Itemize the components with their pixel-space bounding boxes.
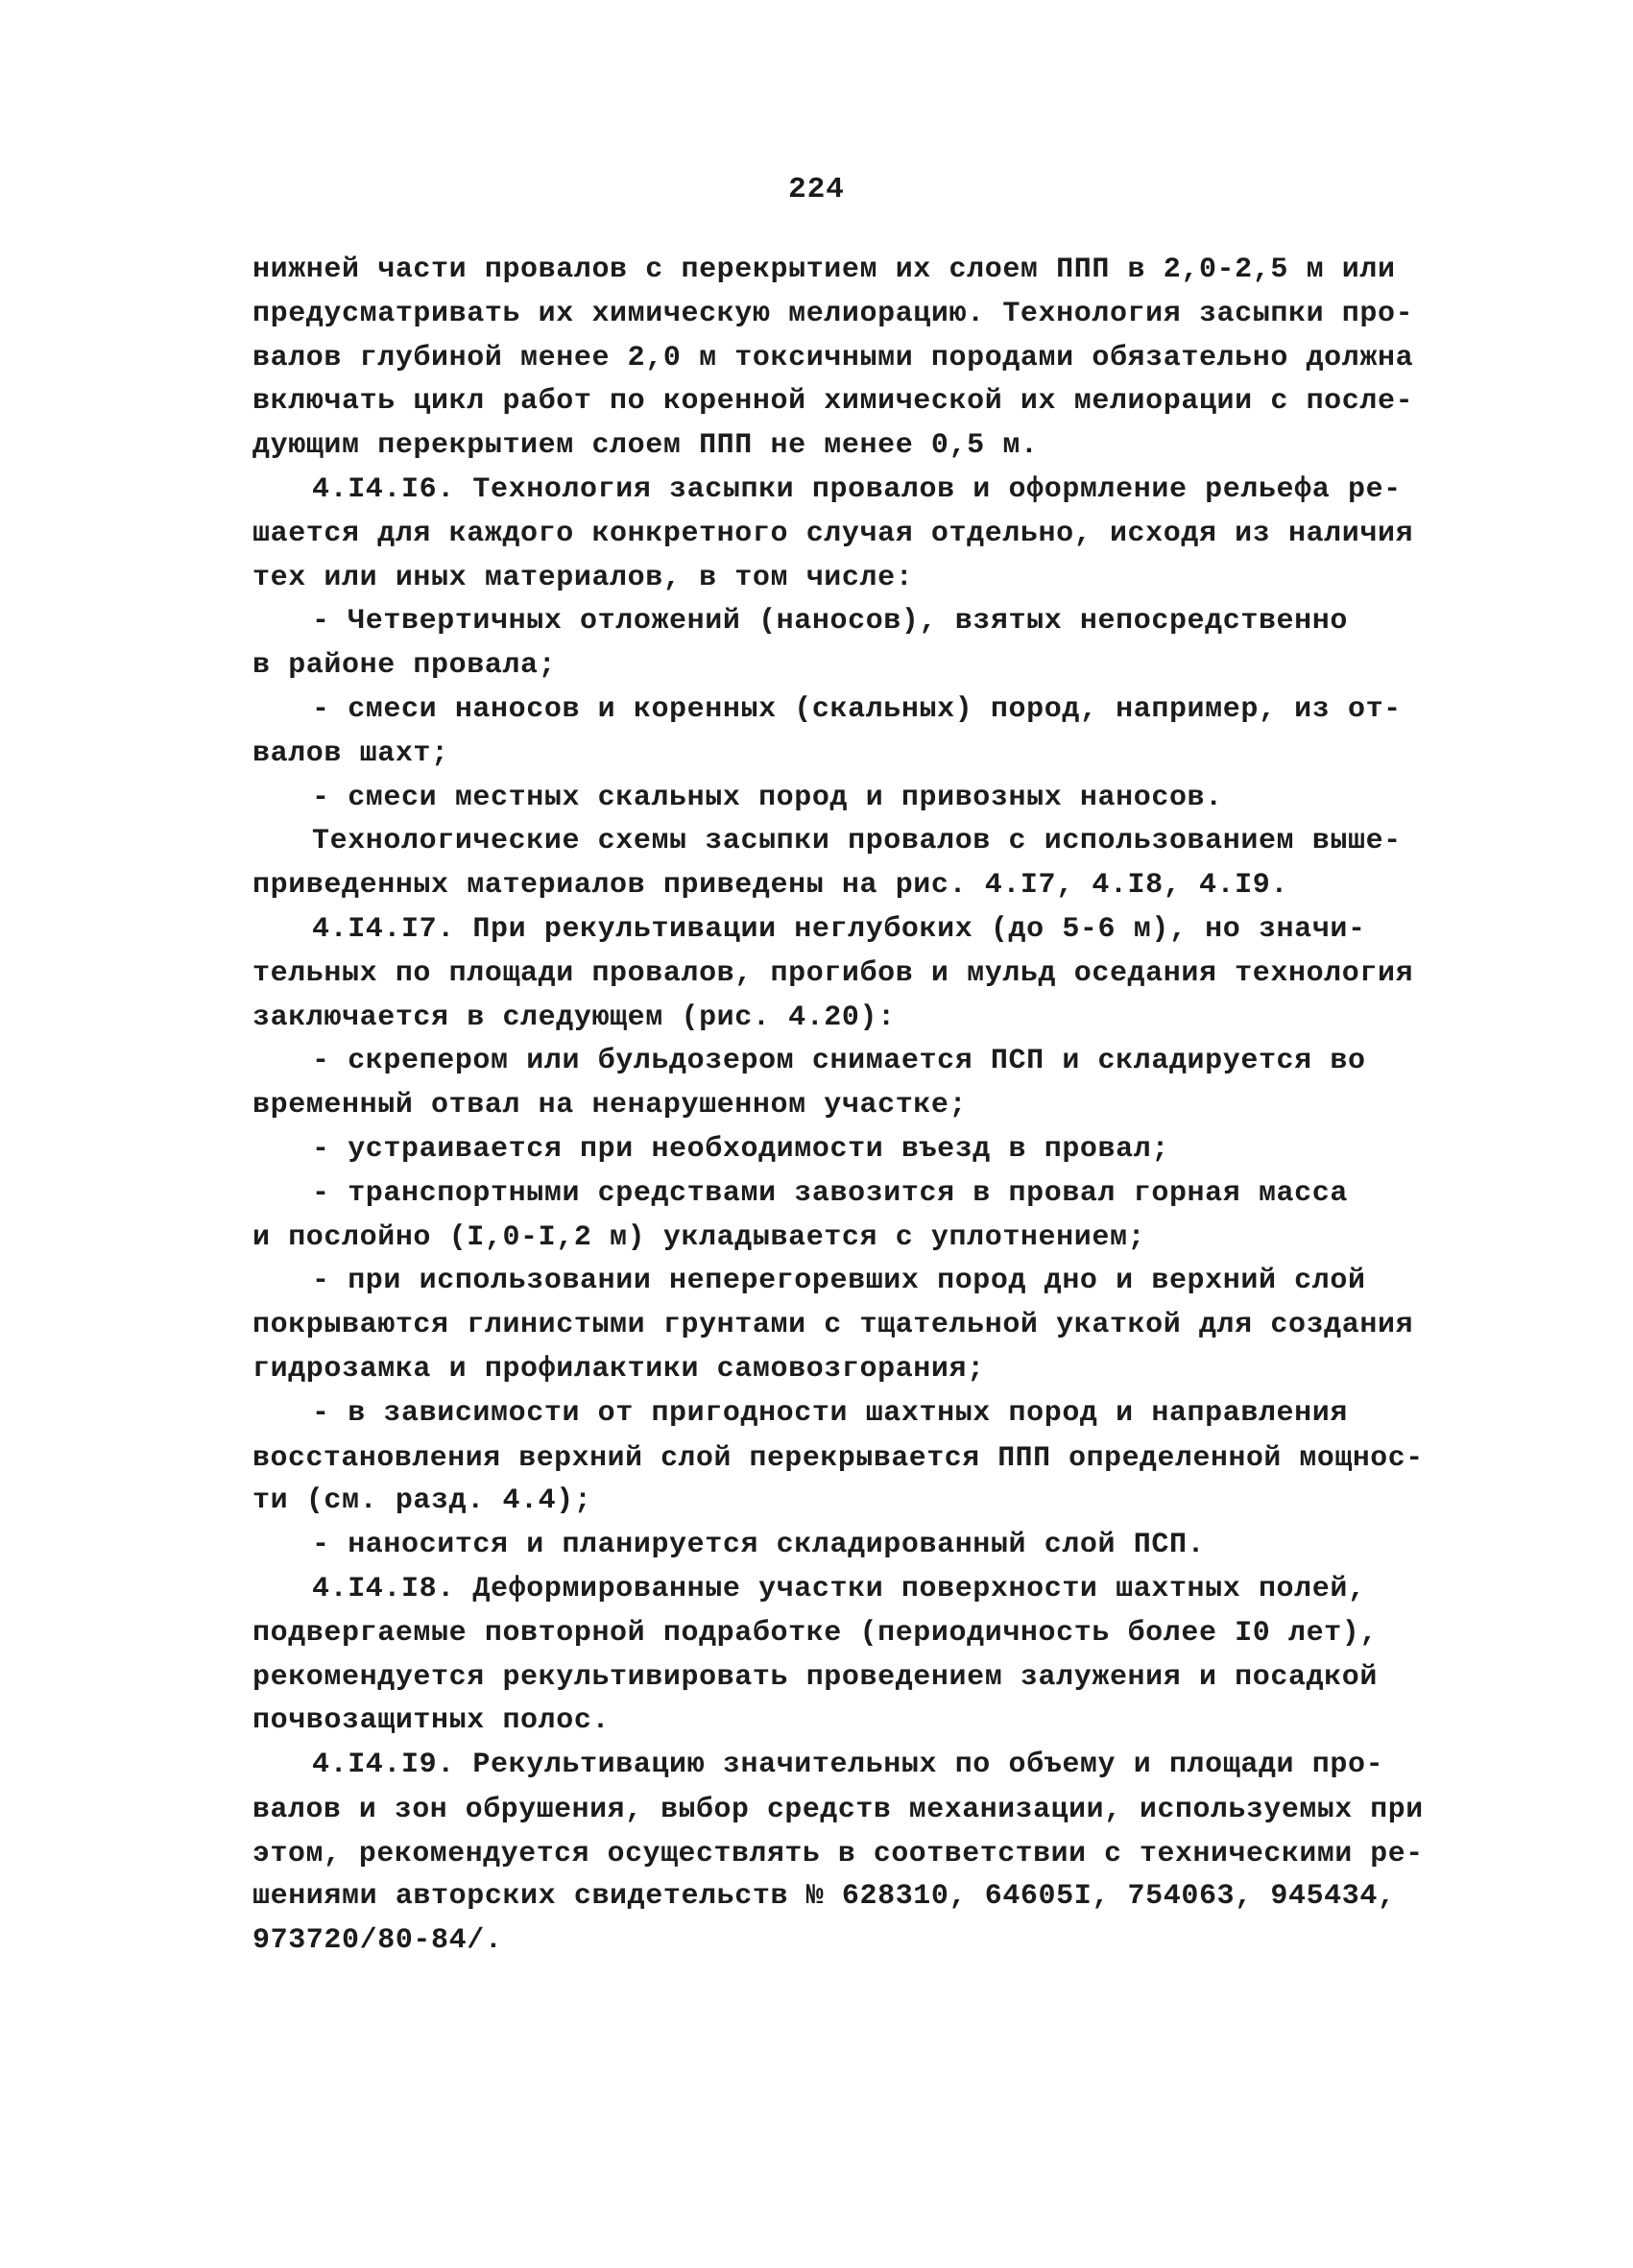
text-line: - при использовании неперегоревших пород дно и верхний слой [312,1265,1366,1298]
text-line: тельных по площади провалов, прогибов и мульд оседания технология [252,956,1414,990]
text-line: предусматривать их химическую мелиорацию. Технология засыпки про- [252,297,1414,330]
text-line: - устраивается при необходимости въезд в провал; [312,1132,1169,1166]
text-line: восстановления верхний слой перекрывается ППП определенной мощнос- [252,1440,1424,1474]
text-line: покрываются глинистыми грунтами с тщательной укаткой для создания [252,1309,1414,1342]
text-line: - Четвертичных отложений (наносов), взятых непосредственно [312,605,1348,639]
text-line: валов и зон обрушения, выбор средств механизации, используемых при [252,1792,1424,1825]
text-line: 4.I4.I9. Рекультивацию значительных по объему и площади про- [312,1749,1384,1782]
text-line: временный отвал на ненарушенном участке; [252,1089,968,1122]
text-line: 973720/80-84/. [252,1924,503,1958]
text-line: 4.I4.I6. Технология засыпки провалов и оформление рельефа ре- [312,472,1402,506]
text-line: почвозащитных полос. [252,1704,611,1738]
text-line: дующим перекрытием слоем ППП не менее 0,5 м. [252,429,1039,463]
text-line: нижней части провалов с перекрытием их слоем ППП в 2,0-2,5 м или [252,253,1396,286]
page-number: 224 [788,173,845,206]
text-line: этом, рекомендуется осуществлять в соответствии с техническими ре- [252,1836,1424,1870]
text-line: 4.I4.I8. Деформированные участки поверхности шахтных полей, [312,1572,1366,1605]
body-text [252,249,1424,1964]
text-line: в районе провала; [252,649,557,683]
text-line: Технологические схемы засыпки провалов с использованием выше- [312,825,1402,858]
text-line: - наносится и планируется складированный слой ПСП. [312,1529,1206,1562]
text-line: подвергаемые повторной подработке (периодичность более I0 лет), [252,1616,1378,1650]
text-line: шается для каждого конкретного случая отдельно, исходя из наличия [252,517,1414,550]
text-line: - смеси наносов и коренных (скальных) пород, например, из от- [312,692,1402,726]
text-line: 4.I4.I7. При рекультивации неглубоких (до 5-6 м), но значи- [312,912,1366,946]
text-line: ти (см. разд. 4.4); [252,1484,592,1518]
text-line: включать цикл работ по коренной химической их мелиорации с после- [252,385,1414,419]
text-line: - скрепером или бульдозером снимается ПСП и складируется во [312,1045,1366,1078]
text-line: валов глубиной менее 2,0 м токсичными породами обязательно должна [252,341,1414,374]
text-line: гидрозамка и профилактики самовозгорания; [252,1352,985,1386]
text-line: - транспортными средствами завозится в провал горная масса [312,1176,1348,1210]
text-line: заключается в следующем (рис. 4.20): [252,1001,896,1034]
text-line: шениями авторских свидетельств № 628310, 64605I, 754063, 945434, [252,1880,1396,1914]
text-line: рекомендуется рекультивировать проведением залужения и посадкой [252,1660,1378,1694]
text-line: тех или иных материалов, в том числе: [252,561,914,594]
text-line: - в зависимости от пригодности шахтных пород и направления [312,1396,1348,1430]
text-line: и послойно (I,0-I,2 м) укладывается с уплотнением; [252,1220,1146,1254]
text-line: приведенных материалов приведены на рис. 4.I7, 4.I8, 4.I9. [252,869,1288,903]
text-line: валов шахт; [252,736,449,770]
text-line: - смеси местных скальных пород и привозных наносов. [312,781,1223,814]
